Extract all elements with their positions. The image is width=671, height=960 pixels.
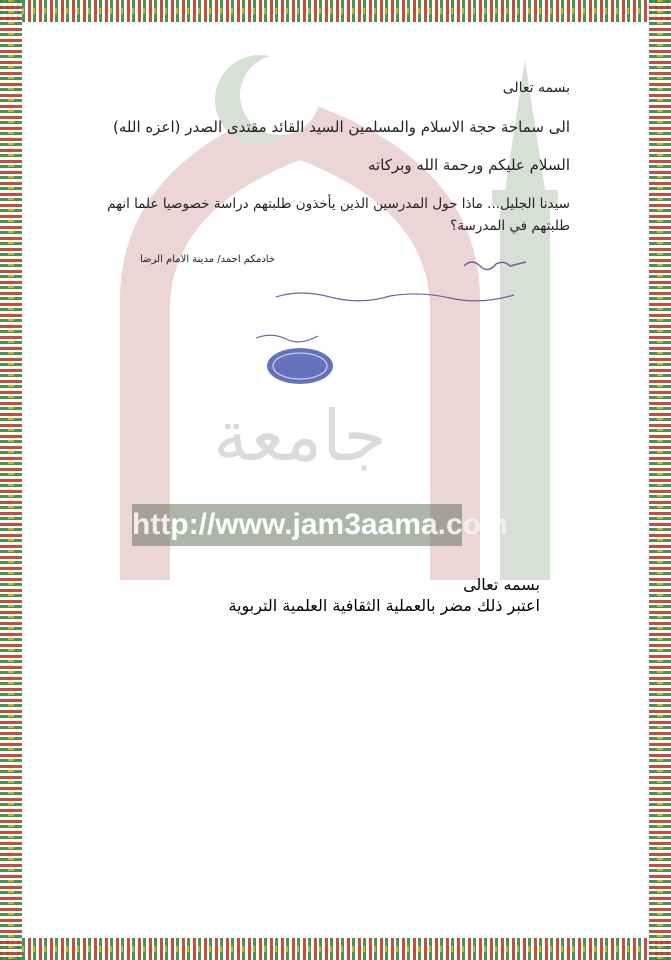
decorative-border-right	[649, 0, 671, 960]
letter-addressee: الى سماحة حجة الاسلام والمسلمين السيد القائد مقتدى الصدر (اعزه الله)	[113, 118, 570, 136]
watermark-text: جامعة	[213, 395, 387, 477]
decorative-border-left	[0, 0, 22, 960]
decorative-border-top	[0, 0, 671, 22]
reply-salutation: بسمه تعالى	[463, 575, 540, 594]
letter-greeting: السلام عليكم ورحمة الله وبركاته	[368, 156, 570, 174]
letter-salutation: بسمه تعالى	[502, 80, 570, 96]
handwritten-comment	[270, 287, 520, 305]
letter-question: سيدنا الجليل... ماذا حول المدرسين الذين يأخذون طلبتهم دراسة خصوصيا علما انهم طلبتهم في المدرسة؟	[107, 196, 570, 234]
handwritten-date	[252, 330, 322, 346]
letter-signature: خادمكم احمد/ مدينة الامام الرضا	[139, 254, 275, 265]
watermark-url: http://www.jam3aama.com	[132, 504, 462, 546]
decorative-border-bottom	[0, 938, 671, 960]
reply-text: اعتبر ذلك مضر بالعملية الثقافية العلمية التربوية	[228, 596, 540, 615]
handwritten-signature	[460, 252, 530, 274]
official-stamp	[265, 346, 335, 386]
